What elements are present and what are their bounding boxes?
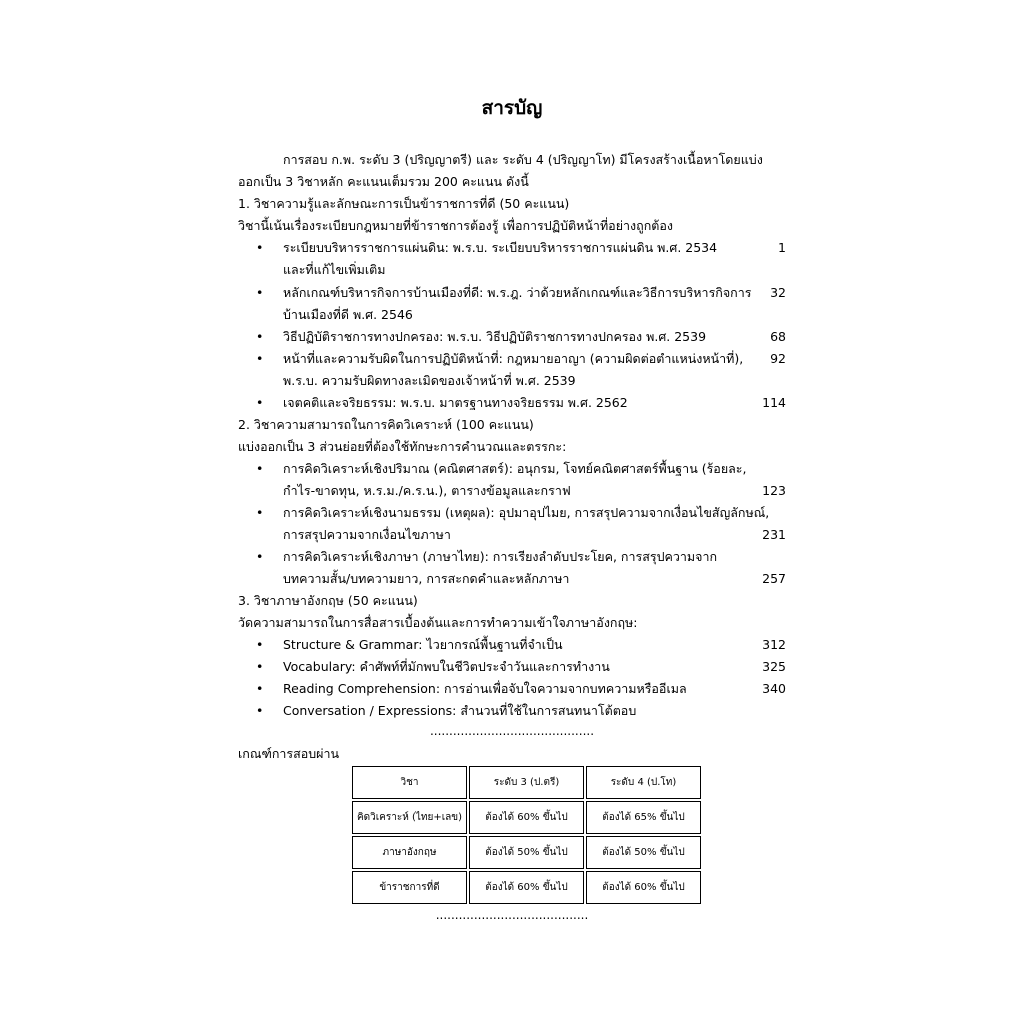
toc-item-text-continued: กำไร-ขาดทุน, ห.ร.ม./ค.ร.น.), ตารางข้อมูลและกราฟ: [283, 483, 571, 498]
toc-page-number: 257: [762, 571, 786, 586]
table-row: [352, 871, 701, 904]
toc-page-number: 312: [762, 637, 786, 652]
table-cell: ต้องได้ 50% ขึ้นไป: [469, 836, 584, 869]
toc-item-text: วิธีปฏิบัติราชการทางปกครอง: พ.ร.บ. วิธีปฏิบัติราชการทางปกครอง พ.ศ. 2539: [283, 329, 707, 344]
bullet-icon: •: [256, 461, 264, 476]
toc-item-text-continued: การสรุปความจากเงื่อนไขภาษา: [283, 527, 451, 542]
toc-item-text-continued: บ้านเมืองที่ดี พ.ศ. 2546: [283, 307, 413, 322]
section3-description: วัดความสามารถในการสื่อสารเบื้องต้นและการทำความเข้าใจภาษาอังกฤษ:: [238, 615, 638, 630]
table-row: [352, 801, 701, 834]
criteria-table: [350, 764, 703, 906]
toc-page-number: 92: [770, 351, 786, 366]
table-cell: ภาษาอังกฤษ: [352, 836, 467, 869]
bullet-icon: •: [256, 395, 264, 410]
table-cell: คิดวิเคราะห์ (ไทย+เลข): [352, 801, 467, 834]
toc-page-number: 32: [770, 285, 786, 300]
toc-item-text-continued: และที่แก้ไขเพิ่มเติม: [283, 262, 386, 277]
toc-item-text: หลักเกณฑ์บริหารกิจการบ้านเมืองที่ดี: พ.ร.ฎ. ว่าด้วยหลักเกณฑ์และวิธีการบริหารกิจการ: [283, 285, 752, 300]
toc-item-text-continued: พ.ร.บ. ความรับผิดทางละเมิดของเจ้าหน้าที่ พ.ศ. 2539: [283, 373, 576, 388]
toc-item-text-continued: บทความสั้น/บทความยาว, การสะกดคำและหลักภาษา: [283, 571, 570, 586]
toc-item-text: การคิดวิเคราะห์เชิงนามธรรม (เหตุผล): อุปมาอุปไมย, การสรุปความจากเงื่อนไขสัญลักษณ์,: [283, 505, 770, 520]
separator-dots-bottom: ........................................: [435, 908, 589, 922]
toc-item-text: เจตคติและจริยธรรม: พ.ร.บ. มาตรฐานทางจริยธรรม พ.ศ. 2562: [283, 395, 628, 410]
toc-item-text: Vocabulary: คำศัพท์ที่มักพบในชีวิตประจำวันและการทำงาน: [283, 659, 610, 674]
section3-heading: 3. วิชาภาษาอังกฤษ (50 คะแนน): [238, 593, 418, 608]
section2-description: แบ่งออกเป็น 3 ส่วนย่อยที่ต้องใช้ทักษะการคำนวณและตรรกะ:: [238, 439, 567, 454]
table-cell: ต้องได้ 60% ขึ้นไป: [469, 801, 584, 834]
separator-dots: ...........................................: [429, 724, 595, 738]
bullet-icon: •: [256, 505, 264, 520]
toc-item-text: การคิดวิเคราะห์เชิงภาษา (ภาษาไทย): การเรียงลำดับประโยค, การสรุปความจาก: [283, 549, 718, 564]
section1-description: วิชานี้เน้นเรื่องระเบียบกฎหมายที่ข้าราชการต้องรู้ เพื่อการปฏิบัติหน้าที่อย่างถูกต้อง: [238, 218, 674, 233]
bullet-icon: •: [256, 703, 264, 718]
section1-heading: 1. วิชาความรู้และลักษณะการเป็นข้าราชการที่ดี (50 คะแนน): [238, 196, 570, 211]
table-cell: ต้องได้ 60% ขึ้นไป: [469, 871, 584, 904]
toc-page-number: 325: [762, 659, 786, 674]
toc-item-text: Reading Comprehension: การอ่านเพื่อจับใจความจากบทความหรืออีเมล: [283, 681, 687, 696]
table-cell: ต้องได้ 60% ขึ้นไป: [586, 871, 701, 904]
toc-item-text: หน้าที่และความรับผิดในการปฏิบัติหน้าที่: กฎหมายอาญา (ความผิดต่อตำแหน่งหน้าที่),: [283, 351, 744, 366]
bullet-icon: •: [256, 681, 264, 696]
bullet-icon: •: [256, 549, 264, 564]
bullet-icon: •: [256, 351, 264, 366]
toc-page-number: 68: [770, 329, 786, 344]
table-row: [352, 836, 701, 869]
toc-page-number: 114: [762, 395, 786, 410]
table-header-row: [352, 766, 701, 799]
bullet-icon: •: [256, 240, 264, 255]
table-cell: ต้องได้ 50% ขึ้นไป: [586, 836, 701, 869]
section2-heading: 2. วิชาความสามารถในการคิดวิเคราะห์ (100 คะแนน): [238, 417, 534, 432]
toc-item-text: ระเบียบบริหารราชการแผ่นดิน: พ.ร.บ. ระเบียบบริหารราชการแผ่นดิน พ.ศ. 2534: [283, 240, 718, 255]
bullet-icon: •: [256, 285, 264, 300]
toc-item-text: Structure & Grammar: ไวยากรณ์พื้นฐานที่จำเป็น: [283, 637, 563, 652]
table-header-cell: ระดับ 4 (ป.โท): [586, 766, 701, 799]
table-cell: ต้องได้ 65% ขึ้นไป: [586, 801, 701, 834]
table-cell: ข้าราชการที่ดี: [352, 871, 467, 904]
criteria-heading: เกณฑ์การสอบผ่าน: [238, 746, 340, 761]
page-title: สารบัญ: [481, 97, 543, 119]
bullet-icon: •: [256, 637, 264, 652]
intro-line-1: การสอบ ก.พ. ระดับ 3 (ปริญญาตรี) และ ระดับ 4 (ปริญญาโท) มีโครงสร้างเนื้อหาโดยแบ่ง: [283, 152, 763, 167]
toc-item-text: การคิดวิเคราะห์เชิงปริมาณ (คณิตศาสตร์): อนุกรม, โจทย์คณิตศาสตร์พื้นฐาน (ร้อยละ,: [283, 461, 747, 476]
intro-line-2: ออกเป็น 3 วิชาหลัก คะแนนเต็มรวม 200 คะแนน ดังนี้: [238, 174, 529, 189]
bullet-icon: •: [256, 329, 264, 344]
table-header-cell: ระดับ 3 (ป.ตรี): [469, 766, 584, 799]
toc-item-text: Conversation / Expressions: สำนวนที่ใช้ในการสนทนาโต้ตอบ: [283, 703, 637, 718]
bullet-icon: •: [256, 659, 264, 674]
toc-page-number: 1: [778, 240, 786, 255]
toc-page-number: 123: [762, 483, 786, 498]
toc-page-number: 340: [762, 681, 786, 696]
table-header-cell: วิชา: [352, 766, 467, 799]
toc-page-number: 231: [762, 527, 786, 542]
